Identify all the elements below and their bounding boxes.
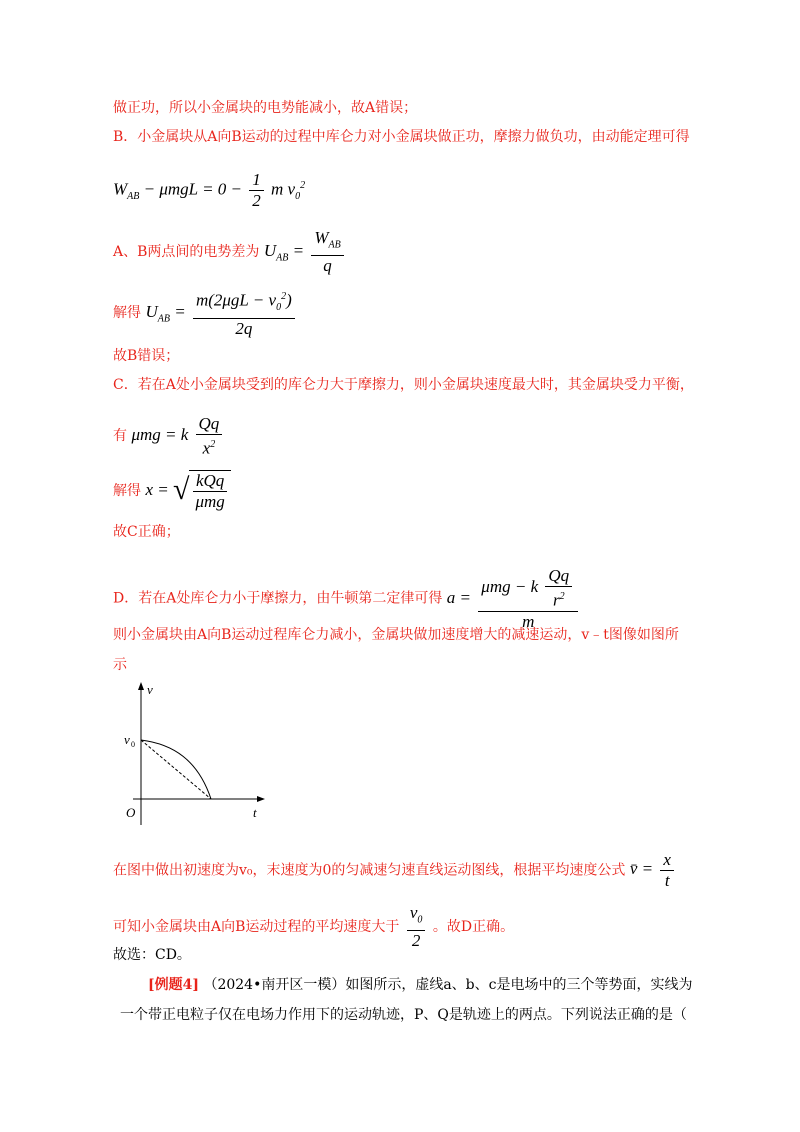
example-4-line-1: [例题4] （2024•南开区一模）如图所示，虚线a、b、c是电场中的三个等势面，实线为 — [148, 977, 693, 993]
text-line-8: 解得 x = √ $\frac{\text{kQq}}{\text{μmg}}$ — [113, 470, 231, 512]
text-line-11: 则小金属块由A向B运动过程库仑力减小，金属块做加速度增大的减速运动，v﹣t图像如图所 — [113, 627, 679, 643]
example-4-line-2: 一个带正电粒子仅在电场力作用下的运动轨迹，P、Q是轨迹上的两点。下列说法正确的是（ — [120, 1007, 687, 1023]
x-axis-arrow — [257, 796, 265, 802]
text-line-2: B．小金属块从A向B运动的过程中库仑力对小金属块做正功，摩擦力做负功，由动能定理可得 — [113, 129, 690, 145]
equation-work-energy: $W_{AB} - \mu mgL = 0$ − $\frac{1}{2}$ m $v_0^2$ — [113, 170, 306, 210]
text-line-5: 故B错误； — [113, 348, 180, 364]
vt-dashed-line — [141, 740, 211, 799]
text-line-12: 示 — [113, 657, 127, 673]
y-axis-arrow — [138, 682, 144, 690]
text-line-9: 故C正确； — [113, 524, 180, 540]
v0-label: v — [124, 732, 130, 747]
example-4-label: [例题4] — [148, 977, 199, 993]
text-line-10: D．若在A处库仑力小于摩擦力，由牛顿第二定律可得 a = μmg − k $\frac{Qq}{r^2}$ m — [113, 566, 581, 632]
text-line-13: 在图中做出初速度为v₀，末速度为0的匀减速匀速直线运动图线，根据平均速度公式 v̄ = $\frac{x}{t}$ — [113, 850, 677, 891]
text-line-14: 可知小金属块由A向B运动过程的平均速度大于 $\frac{v_0}{2}$ 。故D正确。 — [113, 903, 515, 951]
vt-graph — [113, 680, 273, 830]
text-line-6: C．若在A处小金属块受到的库仑力大于摩擦力，则小金属块速度最大时，其金属块受力平衡， — [113, 377, 694, 393]
text-line-1: 做正功，所以小金属块的电势能减小，故A错误； — [113, 100, 418, 116]
y-axis-label: v — [147, 682, 153, 697]
answer-line: 故选：CD。 — [113, 947, 191, 963]
x-axis-label: t — [253, 805, 257, 820]
text-line-7: 有 μmg = k $\frac{Qq}{x^2}$ — [113, 414, 225, 459]
text-line-3: A、B两点间的电势差为 $U_{AB}$ = $\frac{W_{AB}}{q}$ — [113, 228, 347, 276]
v0-subscript: 0 — [131, 740, 135, 749]
text-line-4: 解得 $U_{AB}$ = $\frac{m(2\mu gL - v_0^2)}{2q}$ — [113, 287, 298, 339]
origin-label: O — [126, 805, 136, 820]
